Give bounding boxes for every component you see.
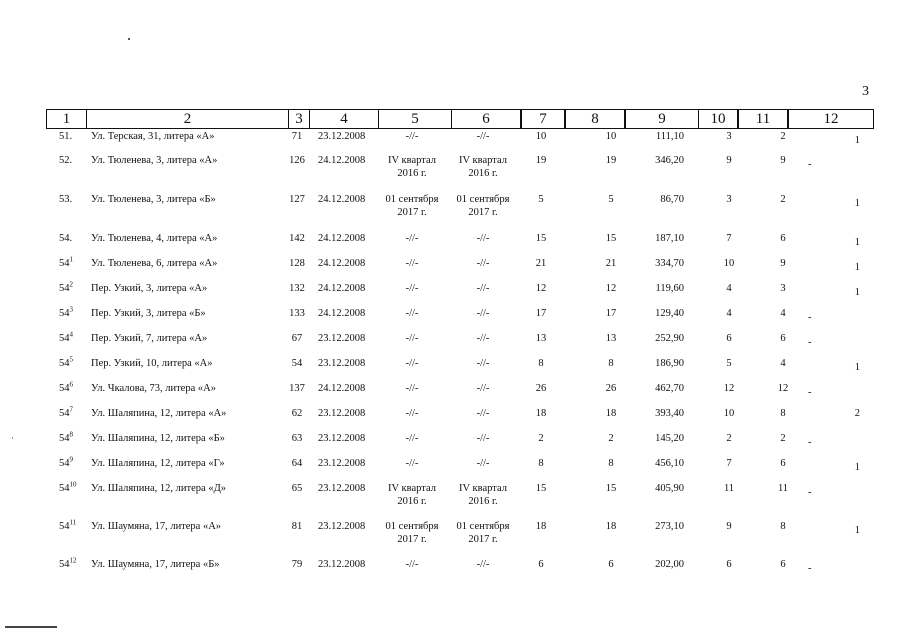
col-6-value: -//- xyxy=(476,333,490,344)
col-6-value: IV квартал 2016 г. xyxy=(459,483,507,507)
row-number: $54^6$ xyxy=(59,380,73,394)
row-number: $54^3$ xyxy=(59,305,73,319)
col-11-value: 4 xyxy=(780,308,786,319)
date: 23.12.2008 xyxy=(318,458,366,469)
col-3-value: 79 xyxy=(291,559,303,570)
col-6-value: -//- xyxy=(476,258,490,269)
date: 24.12.2008 xyxy=(318,155,366,166)
col-5-value: IV квартал 2016 г. xyxy=(388,483,436,507)
area-value: 119,60 xyxy=(655,283,684,294)
col-5-value: -//- xyxy=(405,408,419,419)
col-7-value: 6 xyxy=(538,559,544,570)
row-number: $54^8$ xyxy=(59,430,73,444)
col-10-value: 12 xyxy=(723,383,735,394)
address: Ул. Чкалова, 73, литера «А» xyxy=(91,383,216,394)
table-row: $54^2$ Пер. Узкий, 3, литера «А» 132 24.12.2008 -//- -//- 12 12 119,60 4 3 1 xyxy=(59,280,860,298)
col-5-value: -//- xyxy=(405,258,419,269)
col-11-value: 9 xyxy=(780,258,786,269)
col-10-value: 7 xyxy=(726,458,732,469)
col-7-value: 19 xyxy=(535,155,547,166)
col-7-value: 8 xyxy=(538,358,544,369)
address: Пер. Узкий, 3, литера «Б» xyxy=(91,308,206,319)
table-row: 54. Ул. Тюленева, 4, литера «А» 142 24.12.2008 -//- -//- 15 15 187,10 7 6 1 xyxy=(59,233,860,248)
table-row: 52. Ул. Тюленева, 3, литера «А» 126 24.12.2008 IV квартал 2016 г. IV квартал 2016 г. 19 19 346,20 9 9 - xyxy=(59,155,812,179)
date: 23.12.2008 xyxy=(318,483,366,494)
col-5-value: -//- xyxy=(405,458,419,469)
date: 23.12.2008 xyxy=(318,358,366,369)
col-7-value: 10 xyxy=(535,131,547,142)
col-3-value: 133 xyxy=(289,308,305,319)
table-header xyxy=(46,109,874,129)
col-7-value: 12 xyxy=(535,283,547,294)
col-6-value: -//- xyxy=(476,408,490,419)
col-3-value: 81 xyxy=(291,521,303,532)
col-8-value: 26 xyxy=(605,383,617,394)
header-col-4: 4 xyxy=(310,110,379,128)
area-value: 393,40 xyxy=(655,408,684,419)
area-value: 462,70 xyxy=(655,383,684,394)
row-number: $54^9$ xyxy=(59,455,73,469)
col-8-value: 2 xyxy=(608,433,614,444)
date: 24.12.2008 xyxy=(318,383,366,394)
col-7-value: 8 xyxy=(538,458,544,469)
col-11-value: 9 xyxy=(780,155,786,166)
row-number: $54^4$ xyxy=(59,330,73,344)
header-col-7: 7 xyxy=(522,110,566,128)
col-3-value: 71 xyxy=(291,131,303,142)
row-number: $54^5$ xyxy=(59,355,73,369)
area-value: 456,10 xyxy=(655,458,684,469)
row-number: 52. xyxy=(59,155,73,166)
table-row: $54^3$ Пер. Узкий, 3, литера «Б» 133 24.12.2008 -//- -//- 17 17 129,40 4 4 - xyxy=(59,305,812,323)
col-10-value: 6 xyxy=(726,559,732,570)
date: 23.12.2008 xyxy=(318,408,366,419)
col-8-value: 18 xyxy=(605,408,617,419)
col-11-value: 2 xyxy=(780,131,786,142)
area-value: 187,10 xyxy=(655,233,684,244)
col-11-value: 8 xyxy=(780,521,786,532)
col-8-value: 6 xyxy=(608,559,614,570)
col-3-value: 63 xyxy=(291,433,303,444)
col-7-value: 2 xyxy=(538,433,544,444)
col-11-value: 6 xyxy=(780,559,786,570)
header-col-11: 11 xyxy=(739,110,789,128)
col-6-value: -//- xyxy=(476,383,490,394)
col-7-value: 15 xyxy=(535,233,547,244)
header-col-3: 3 xyxy=(289,110,310,128)
area-value: 129,40 xyxy=(655,308,684,319)
col-3-value: 62 xyxy=(291,408,303,419)
address: Ул. Шаумяна, 17, литера «Б» xyxy=(91,559,220,570)
date: 23.12.2008 xyxy=(318,521,366,532)
col-7-value: 17 xyxy=(535,308,547,319)
table-row: $54^4$ Пер. Узкий, 7, литера «А» 67 23.12.2008 -//- -//- 13 13 252,90 6 6 - xyxy=(59,330,812,348)
col-8-value: 5 xyxy=(608,194,614,205)
date: 24.12.2008 xyxy=(318,308,366,319)
header-col-9: 9 xyxy=(626,110,699,128)
col-8-value: 10 xyxy=(605,131,617,142)
col-8-value: 18 xyxy=(605,521,617,532)
col-6-value: 01 сентября 2017 г. xyxy=(456,521,510,545)
col-7-value: 18 xyxy=(535,521,547,532)
col-6-value: -//- xyxy=(476,358,490,369)
col-5-value: IV квартал 2016 г. xyxy=(388,155,436,179)
address: Ул. Тюленева, 4, литера «А» xyxy=(91,233,218,244)
col-11-value: 11 xyxy=(777,483,789,494)
row-number: 53. xyxy=(59,194,73,205)
col-11-value: 6 xyxy=(780,233,786,244)
col-10-value: 9 xyxy=(726,521,732,532)
date: 24.12.2008 xyxy=(318,258,366,269)
col-10-value: 7 xyxy=(726,233,732,244)
col-8-value: 12 xyxy=(605,283,617,294)
address: Ул. Шаляпина, 12, литера «Д» xyxy=(91,483,226,494)
col-3-value: 127 xyxy=(289,194,305,205)
row-number: $54^{11}$ xyxy=(59,518,77,532)
area-value: 405,90 xyxy=(655,483,684,494)
col-5-value: -//- xyxy=(405,233,419,244)
col-3-value: 137 xyxy=(289,383,305,394)
col-10-value: 10 xyxy=(723,408,735,419)
address: Ул. Шаляпина, 12, литера «А» xyxy=(91,408,227,419)
col-10-value: 4 xyxy=(726,283,732,294)
scan-mark xyxy=(5,626,57,628)
date: 24.12.2008 xyxy=(318,233,366,244)
col-3-value: 132 xyxy=(289,283,305,294)
col-5-value: 01 сентября 2017 г. xyxy=(385,194,439,218)
col-5-value: -//- xyxy=(405,333,419,344)
col-8-value: 8 xyxy=(608,458,614,469)
col-7-value: 5 xyxy=(538,194,544,205)
col-8-value: 8 xyxy=(608,358,614,369)
table-row: 51. Ул. Терская, 31, литера «А» 71 23.12.2008 -//- -//- 10 10 111,10 3 2 1 xyxy=(59,131,860,146)
col-8-value: 13 xyxy=(605,333,617,344)
col-11-value: 6 xyxy=(780,333,786,344)
row-number: $54^{12}$ xyxy=(59,556,77,570)
address: Пер. Узкий, 7, литера «А» xyxy=(91,333,208,344)
row-number: $54^2$ xyxy=(59,280,73,294)
col-10-value: 3 xyxy=(726,131,732,142)
col-10-value: 2 xyxy=(726,433,732,444)
area-value: 86,70 xyxy=(660,194,684,205)
row-number: $54^1$ xyxy=(59,255,73,269)
address: Ул. Шаляпина, 12, литера «Б» xyxy=(91,433,225,444)
col-11-value: 3 xyxy=(780,283,786,294)
col-3-value: 65 xyxy=(291,483,303,494)
col-6-value: IV квартал 2016 г. xyxy=(459,155,507,179)
area-value: 273,10 xyxy=(655,521,684,532)
col-10-value: 5 xyxy=(726,358,732,369)
col-5-value: -//- xyxy=(405,283,419,294)
col-10-value: 9 xyxy=(726,155,732,166)
area-value: 145,20 xyxy=(655,433,684,444)
page-number: 3 xyxy=(862,84,869,99)
col-3-value: 142 xyxy=(289,233,305,244)
header-col-5: 5 xyxy=(379,110,452,128)
header-col-12: 12 xyxy=(823,110,839,127)
col-11-value: 2 xyxy=(780,194,786,205)
col-7-value: 26 xyxy=(535,383,547,394)
address: Ул. Шаумяна, 17, литера «А» xyxy=(91,521,222,532)
row-number: $54^7$ xyxy=(59,405,73,419)
col-3-value: 126 xyxy=(289,155,305,166)
col-5-value: 01 сентября 2017 г. xyxy=(385,521,439,545)
table-row: $54^{11}$ Ул. Шаумяна, 17, литера «А» 81 23.12.2008 01 сентября 2017 г. 01 сентября 2017 г. 18 18 273,10 9 8 1 xyxy=(59,518,860,545)
date: 24.12.2008 xyxy=(318,194,366,205)
col-3-value: 64 xyxy=(291,458,303,469)
col-6-value: -//- xyxy=(476,308,490,319)
col-5-value: -//- xyxy=(405,358,419,369)
address: Ул. Тюленева, 6, литера «А» xyxy=(91,258,218,269)
table-row: $54^9$ Ул. Шаляпина, 12, литера «Г» 64 23.12.2008 -//- -//- 8 8 456,10 7 6 1 xyxy=(59,455,860,473)
col-6-value: -//- xyxy=(476,559,490,570)
col-5-value: -//- xyxy=(405,559,419,570)
area-value: 202,00 xyxy=(655,559,684,570)
col-5-value: -//- xyxy=(405,383,419,394)
col-3-value: 128 xyxy=(289,258,305,269)
col-7-value: 21 xyxy=(535,258,547,269)
address: Пер. Узкий, 10, литера «А» xyxy=(91,358,213,369)
col-6-value: -//- xyxy=(476,458,490,469)
col-7-value: 13 xyxy=(535,333,547,344)
area-value: 252,90 xyxy=(655,333,684,344)
table-row: $54^5$ Пер. Узкий, 10, литера «А» 54 23.12.2008 -//- -//- 8 8 186,90 5 4 1 xyxy=(59,355,860,373)
area-value: 346,20 xyxy=(655,155,684,166)
col-10-value: 3 xyxy=(726,194,732,205)
area-value: 334,70 xyxy=(655,258,684,269)
col-11-value: 6 xyxy=(780,458,786,469)
col-11-value: 12 xyxy=(777,383,789,394)
col-6-value: -//- xyxy=(476,131,490,142)
table-row: $54^1$ Ул. Тюленева, 6, литера «А» 128 24.12.2008 -//- -//- 21 21 334,70 10 9 1 xyxy=(59,255,860,273)
col-11-value: 4 xyxy=(780,358,786,369)
date: 23.12.2008 xyxy=(318,433,366,444)
header-col-6: 6 xyxy=(452,110,522,128)
col-11-value: 8 xyxy=(780,408,786,419)
col-6-value: -//- xyxy=(476,283,490,294)
col-8-value: 21 xyxy=(605,258,617,269)
col-6-value: -//- xyxy=(476,433,490,444)
col-6-value: 01 сентября 2017 г. xyxy=(456,194,510,218)
header-col-1: 1 xyxy=(47,110,87,128)
address: Пер. Узкий, 3, литера «А» xyxy=(91,283,208,294)
col-11-value: 2 xyxy=(780,433,786,444)
col-7-value: 15 xyxy=(535,483,547,494)
table-row: $54^7$ Ул. Шаляпина, 12, литера «А» 62 23.12.2008 -//- -//- 18 18 393,40 10 8 2 xyxy=(59,405,860,419)
area-value: 186,90 xyxy=(655,358,684,369)
table-row: $54^8$ Ул. Шаляпина, 12, литера «Б» 63 23.12.2008 -//- -//- 2 2 145,20 2 2 - xyxy=(59,430,812,448)
area-value: 111,10 xyxy=(655,131,684,142)
col-8-value: 17 xyxy=(605,308,617,319)
date: 23.12.2008 xyxy=(318,333,366,344)
table-row: $54^6$ Ул. Чкалова, 73, литера «А» 137 24.12.2008 -//- -//- 26 26 462,70 12 12 - xyxy=(59,380,812,398)
header-col-8: 8 xyxy=(566,110,626,128)
col-5-value: -//- xyxy=(405,308,419,319)
col-10-value: 10 xyxy=(723,258,735,269)
col-8-value: 19 xyxy=(605,155,617,166)
col-3-value: 67 xyxy=(291,333,303,344)
col-10-value: 11 xyxy=(723,483,735,494)
row-number: $54^{10}$ xyxy=(59,480,77,494)
header-col-10: 10 xyxy=(699,110,739,128)
col-5-value: -//- xyxy=(405,131,419,142)
header-col-2: 2 xyxy=(87,110,289,128)
table-row: 53. Ул. Тюленева, 3, литера «Б» 127 24.12.2008 01 сентября 2017 г. 01 сентября 2017 г. 5 5 86,70 3 2 1 xyxy=(59,194,860,218)
address: Ул. Тюленева, 3, литера «А» xyxy=(91,155,218,166)
col-10-value: 4 xyxy=(726,308,732,319)
col-10-value: 6 xyxy=(726,333,732,344)
address: Ул. Терская, 31, литера «А» xyxy=(91,131,215,142)
col-5-value: -//- xyxy=(405,433,419,444)
col-7-value: 18 xyxy=(535,408,547,419)
scan-speck xyxy=(128,38,130,40)
row-number: 51. xyxy=(59,131,73,142)
address: Ул. Тюленева, 3, литера «Б» xyxy=(91,194,216,205)
date: 23.12.2008 xyxy=(318,131,366,142)
date: 23.12.2008 xyxy=(318,559,366,570)
col-8-value: 15 xyxy=(605,483,617,494)
col-6-value: -//- xyxy=(476,233,490,244)
scan-speck xyxy=(12,437,13,439)
table-row: $54^{10}$ Ул. Шаляпина, 12, литера «Д» 65 23.12.2008 IV квартал 2016 г. IV квартал 2016 г. 15 15 405,90 11 11 - xyxy=(59,480,812,507)
col-3-value: 54 xyxy=(291,358,303,369)
col-8-value: 15 xyxy=(605,233,617,244)
address: Ул. Шаляпина, 12, литера «Г» xyxy=(91,458,225,469)
table-row: $54^{12}$ Ул. Шаумяна, 17, литера «Б» 79 23.12.2008 -//- -//- 6 6 202,00 6 6 - xyxy=(59,556,812,574)
date: 24.12.2008 xyxy=(318,283,366,294)
row-number: 54. xyxy=(59,233,73,244)
